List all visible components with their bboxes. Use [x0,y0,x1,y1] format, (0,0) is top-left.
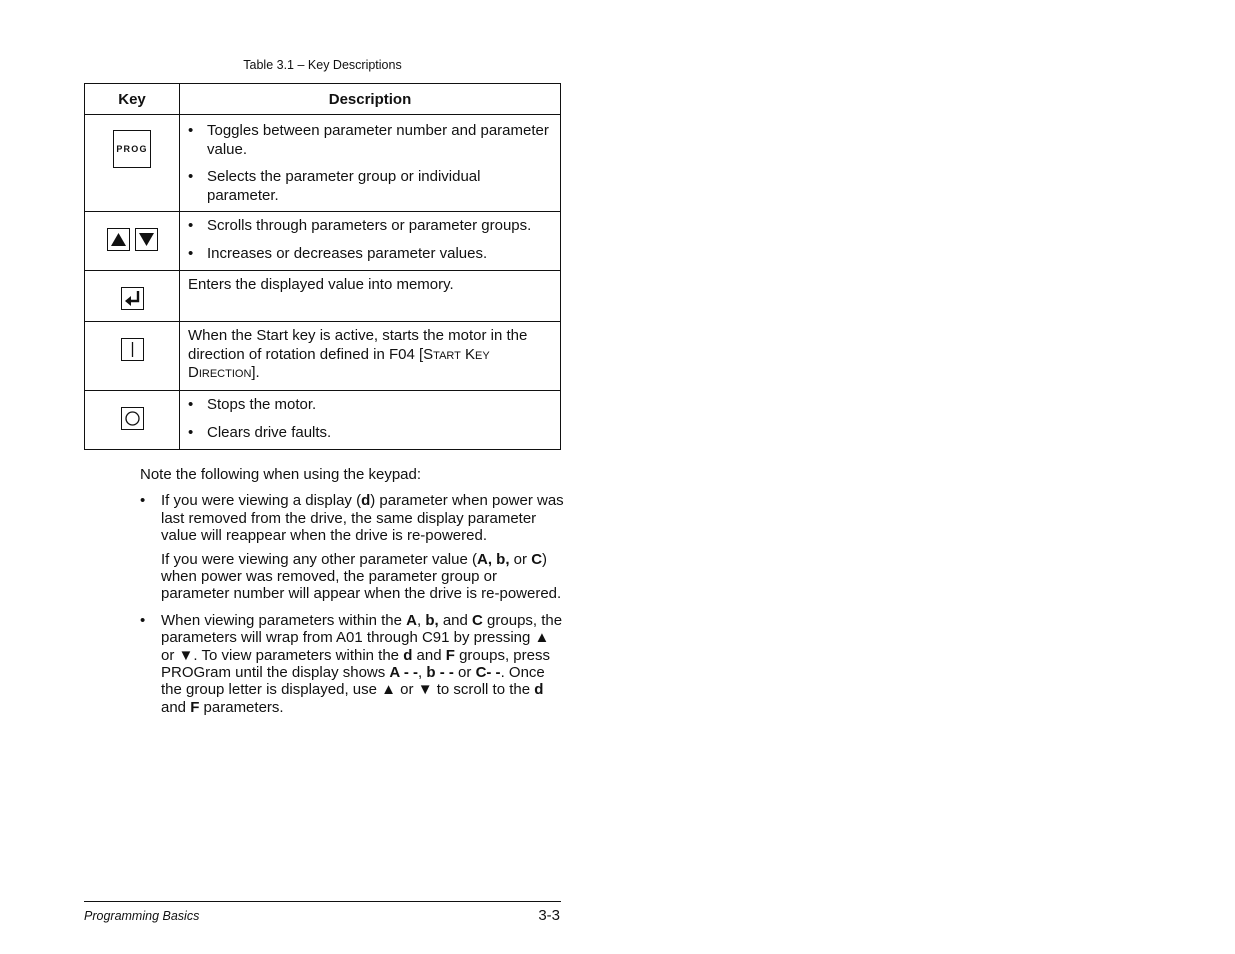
start-key-description-end: ]. [251,364,260,381]
prog-key-icon: PROG [113,130,151,168]
note-bullet-parameter-wrap [140,612,565,716]
up-arrow-icon: ▲ [534,629,550,647]
list-item: • Stops the motor. [188,396,552,415]
bold-text: C [531,550,543,568]
key-cell [85,322,180,391]
bold-text: A [406,611,417,629]
text: ) parameter when power was last removed from the drive, the same display parameter value will reappear when the drive is re-powered. [161,492,564,545]
text: or [509,550,532,568]
description-cell [180,115,561,212]
text: . To view parameters within the [193,646,404,664]
enter-key-icon [121,287,144,310]
text: and [438,611,473,629]
key-cell [85,391,180,450]
key-descriptions-table [84,83,561,450]
list-item: • Scrolls through parameters or parameter groups. [188,217,552,236]
bold-text: C [472,611,483,629]
text: and [412,646,446,664]
text: groups, the parameters will wrap from A01 through C91 by pressing [161,611,563,647]
parameter-name: Start Key Direction [188,345,490,381]
up-arrow-icon: ▲ [381,681,396,699]
up-down-arrow-keys-icon [107,228,158,251]
bold-text: F [190,698,200,716]
table-header-row [85,84,561,115]
down-arrow-icon: ▼ [178,646,194,664]
page-number: 3-3 [538,907,560,924]
description-cell [180,322,561,391]
start-key-icon [121,338,144,361]
list-item: • Selects the parameter group or individual parameter. [188,168,552,205]
bold-text: d [361,492,371,510]
text: or [161,646,179,664]
description-cell: Enters the displayed value into memory. [180,271,561,322]
bold-text: d [534,681,544,699]
text: If you were viewing a display ( [161,492,362,510]
text: If you were viewing any other parameter value ( [161,550,477,568]
list-item: • Toggles between parameter number and parameter value. [188,122,552,159]
start-key-description: When the Start key is active, starts the motor in the direction of rotation defined in F04 [ [188,327,528,363]
table-row [85,271,561,322]
key-cell [85,212,180,271]
up-arrow-key-icon [107,228,130,251]
text: or [453,664,476,682]
description-cell [180,391,561,450]
down-arrow-icon: ▼ [417,681,433,699]
description-column-header: Description [180,84,561,115]
bold-text: C- - [475,664,501,682]
bold-text: A, b, [477,550,510,568]
table-caption: Table 3.1 – Key Descriptions [243,58,402,72]
keypad-notes [140,466,565,716]
note-paragraph-other-parameter [161,551,565,603]
bold-text: F [445,646,455,664]
description-cell [180,212,561,271]
list-item: • Clears drive faults. [188,424,552,443]
text: , [418,664,427,682]
bold-text: b, [425,611,439,629]
bold-text: A - - [389,664,419,682]
bold-text: b - - [426,664,454,682]
table-row [85,391,561,450]
text: ) when power was removed, the parameter group or parameter number will appear when the drive is re-powered. [161,550,562,603]
key-column-header: Key [85,84,180,115]
text: , [416,611,426,629]
text: When viewing parameters within the [161,611,407,629]
stop-key-icon [121,407,144,430]
key-cell [85,271,180,322]
footer-divider [84,901,561,902]
note-bullet-display-parameter [140,492,565,544]
notes-intro: Note the following when using the keypad: [140,466,422,483]
table-row [85,322,561,391]
table-row [85,115,561,212]
text: groups, press PROGram until the display shows [161,646,550,682]
text: and [161,698,191,716]
table-row [85,212,561,271]
text: to scroll to the [432,681,535,699]
key-cell [85,115,180,212]
list-item: • Increases or decreases parameter values. [188,245,552,264]
text: or [396,681,418,699]
bold-text: d [403,646,413,664]
footer-section-title: Programming Basics [84,909,200,923]
text: . Once the group letter is displayed, use [161,664,545,699]
down-arrow-key-icon [135,228,158,251]
text: parameters. [199,698,284,716]
